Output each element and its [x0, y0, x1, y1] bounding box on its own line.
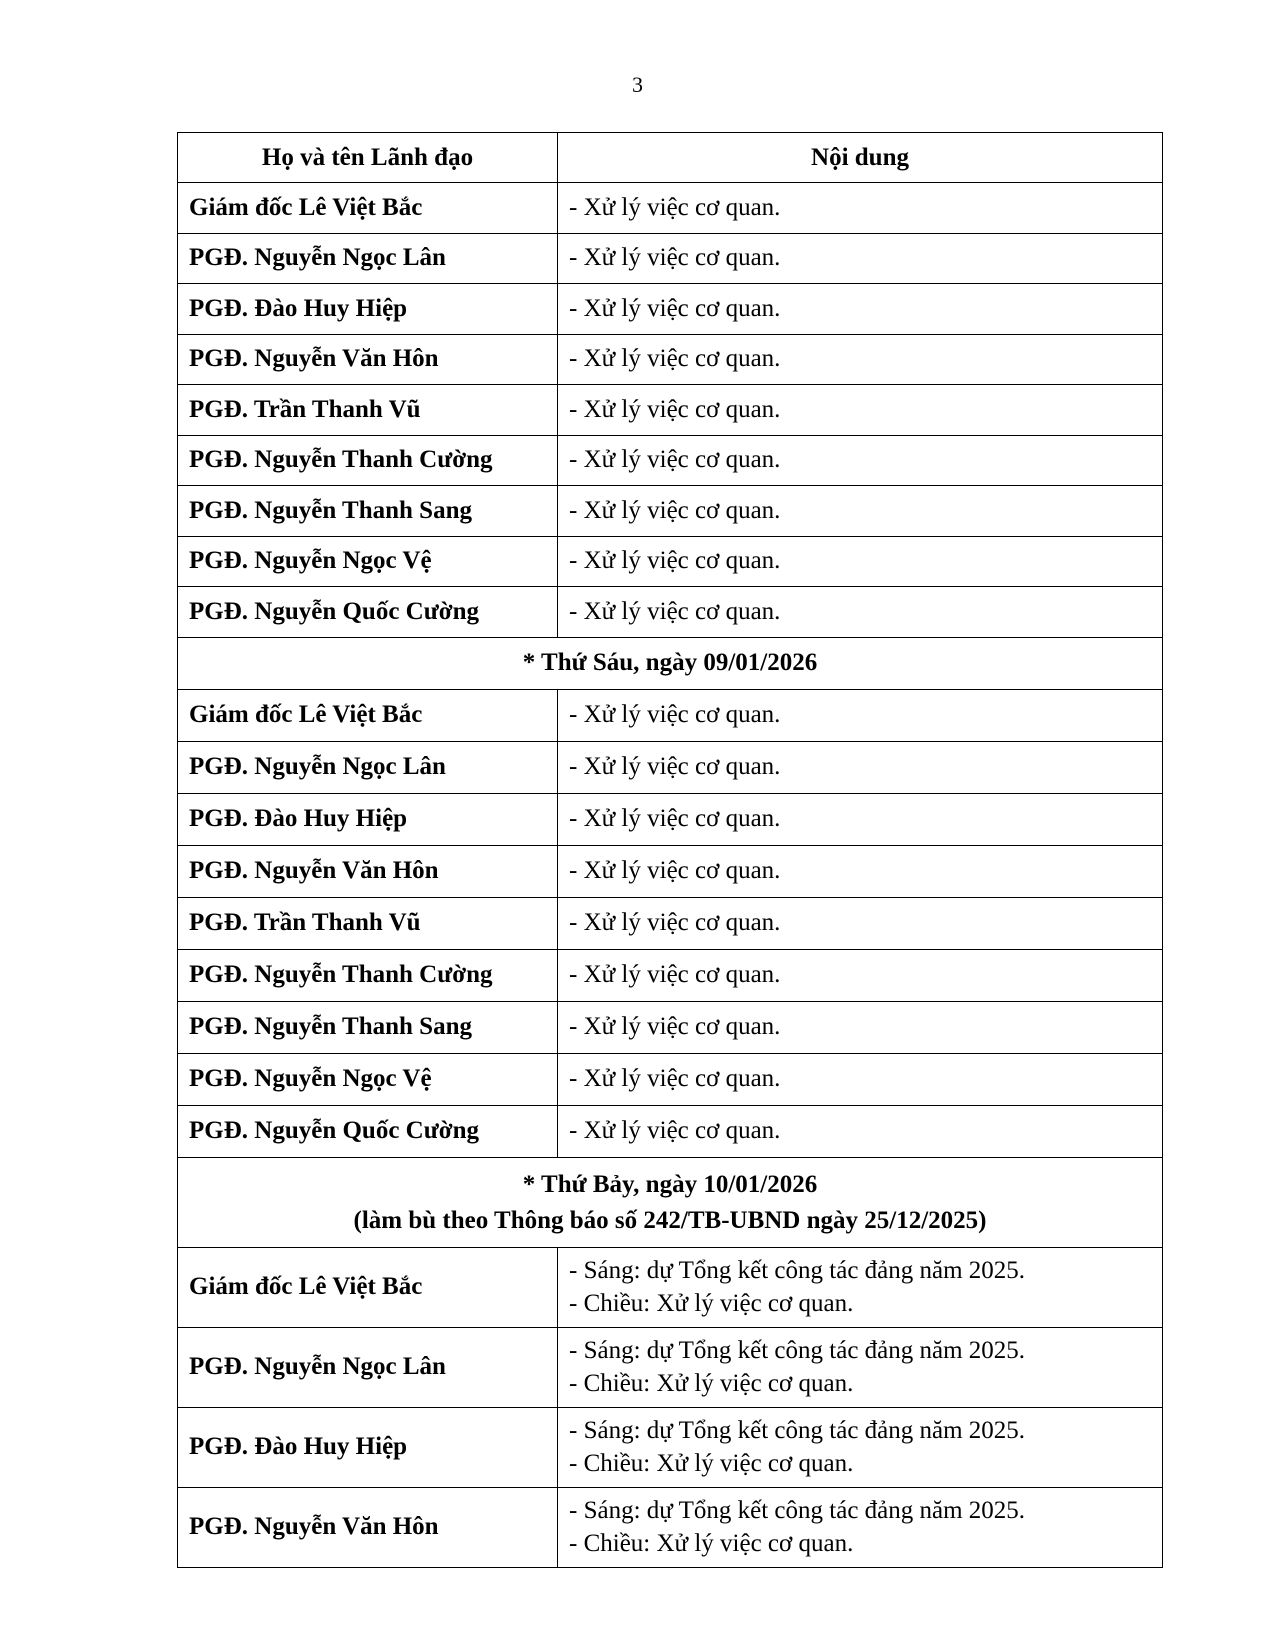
leader-name: PGĐ. Trần Thanh Vũ — [178, 897, 558, 949]
table-row — [178, 1247, 1163, 1327]
task-content: - Xử lý việc cơ quan. — [558, 897, 1163, 949]
date-section-row — [178, 637, 1163, 689]
table-row — [178, 486, 1163, 537]
leader-name: PGĐ. Nguyễn Văn Hôn — [178, 1487, 558, 1567]
task-content: - Xử lý việc cơ quan. — [558, 587, 1163, 638]
date-heading-title: * Thứ Bảy, ngày 10/01/2026 — [522, 1170, 818, 1198]
table-row — [178, 385, 1163, 436]
task-content: - Xử lý việc cơ quan. — [558, 385, 1163, 436]
leader-name: PGĐ. Nguyễn Thanh Sang — [178, 1001, 558, 1053]
leader-name: PGĐ. Nguyễn Quốc Cường — [178, 587, 558, 638]
table-row — [178, 845, 1163, 897]
leader-name: PGĐ. Nguyễn Thanh Sang — [178, 486, 558, 537]
task-content — [558, 1247, 1163, 1327]
table-row — [178, 1407, 1163, 1487]
table-row — [178, 435, 1163, 486]
page-number: 3 — [632, 72, 643, 97]
leader-name: PGĐ. Nguyễn Văn Hôn — [178, 334, 558, 385]
task-content: - Xử lý việc cơ quan. — [558, 949, 1163, 1001]
leader-name: PGĐ. Nguyễn Ngọc Vệ — [178, 1053, 558, 1105]
leader-name: PGĐ. Nguyễn Thanh Cường — [178, 435, 558, 486]
leader-name: PGĐ. Nguyễn Thanh Cường — [178, 949, 558, 1001]
leader-name: Giám đốc Lê Việt Bắc — [178, 183, 558, 234]
leader-name: PGĐ. Nguyễn Ngọc Lân — [178, 1327, 558, 1407]
date-section-row — [178, 1157, 1163, 1247]
leader-name: PGĐ. Đào Huy Hiệp — [178, 1407, 558, 1487]
task-morning: - Sáng: dự Tổng kết công tác đảng năm 2025. — [569, 1337, 1026, 1364]
task-afternoon: - Chiều: Xử lý việc cơ quan. — [569, 1290, 854, 1317]
table-row — [178, 1053, 1163, 1105]
leadership-schedule-table — [177, 132, 1163, 1568]
date-heading-saturday — [178, 1157, 1163, 1247]
table-row — [178, 284, 1163, 335]
header-name: Họ và tên Lãnh đạo — [178, 133, 558, 183]
leader-name: PGĐ. Nguyễn Ngọc Lân — [178, 741, 558, 793]
task-content: - Xử lý việc cơ quan. — [558, 435, 1163, 486]
task-content: - Xử lý việc cơ quan. — [558, 233, 1163, 284]
leader-name: PGĐ. Trần Thanh Vũ — [178, 385, 558, 436]
table-row — [178, 587, 1163, 638]
leader-name: Giám đốc Lê Việt Bắc — [178, 689, 558, 741]
task-content: - Xử lý việc cơ quan. — [558, 741, 1163, 793]
task-content: - Xử lý việc cơ quan. — [558, 1053, 1163, 1105]
task-morning: - Sáng: dự Tổng kết công tác đảng năm 2025. — [569, 1497, 1026, 1524]
leader-name: PGĐ. Nguyễn Văn Hôn — [178, 845, 558, 897]
table-row — [178, 741, 1163, 793]
task-afternoon: - Chiều: Xử lý việc cơ quan. — [569, 1530, 854, 1557]
task-content: - Xử lý việc cơ quan. — [558, 1105, 1163, 1157]
task-content: - Xử lý việc cơ quan. — [558, 845, 1163, 897]
table-row — [178, 334, 1163, 385]
table-row — [178, 793, 1163, 845]
task-content: - Xử lý việc cơ quan. — [558, 1001, 1163, 1053]
table-row — [178, 183, 1163, 234]
leader-name: PGĐ. Nguyễn Ngọc Lân — [178, 233, 558, 284]
task-content: - Xử lý việc cơ quan. — [558, 486, 1163, 537]
task-morning: - Sáng: dự Tổng kết công tác đảng năm 2025. — [569, 1417, 1026, 1444]
table-row — [178, 1001, 1163, 1053]
leader-name: Giám đốc Lê Việt Bắc — [178, 1247, 558, 1327]
task-morning: - Sáng: dự Tổng kết công tác đảng năm 2025. — [569, 1257, 1026, 1284]
task-afternoon: - Chiều: Xử lý việc cơ quan. — [569, 1370, 854, 1397]
table-row — [178, 897, 1163, 949]
task-content — [558, 1327, 1163, 1407]
task-content: - Xử lý việc cơ quan. — [558, 793, 1163, 845]
task-content: - Xử lý việc cơ quan. — [558, 536, 1163, 587]
date-heading-note: (làm bù theo Thông báo số 242/TB-UBND ngày 25/12/2025) — [353, 1206, 987, 1234]
date-heading-friday: * Thứ Sáu, ngày 09/01/2026 — [178, 637, 1163, 689]
table-row — [178, 689, 1163, 741]
table-row — [178, 233, 1163, 284]
leader-name: PGĐ. Nguyễn Quốc Cường — [178, 1105, 558, 1157]
header-content: Nội dung — [558, 133, 1163, 183]
task-content: - Xử lý việc cơ quan. — [558, 183, 1163, 234]
task-afternoon: - Chiều: Xử lý việc cơ quan. — [569, 1450, 854, 1477]
leader-name: PGĐ. Đào Huy Hiệp — [178, 284, 558, 335]
task-content: - Xử lý việc cơ quan. — [558, 334, 1163, 385]
table-header-row — [178, 133, 1163, 183]
task-content: - Xử lý việc cơ quan. — [558, 284, 1163, 335]
leader-name: PGĐ. Đào Huy Hiệp — [178, 793, 558, 845]
table-row — [178, 949, 1163, 1001]
table-row — [178, 1487, 1163, 1567]
task-content — [558, 1487, 1163, 1567]
table-row — [178, 1327, 1163, 1407]
task-content: - Xử lý việc cơ quan. — [558, 689, 1163, 741]
leader-name: PGĐ. Nguyễn Ngọc Vệ — [178, 536, 558, 587]
table-row — [178, 536, 1163, 587]
task-content — [558, 1407, 1163, 1487]
table-row — [178, 1105, 1163, 1157]
